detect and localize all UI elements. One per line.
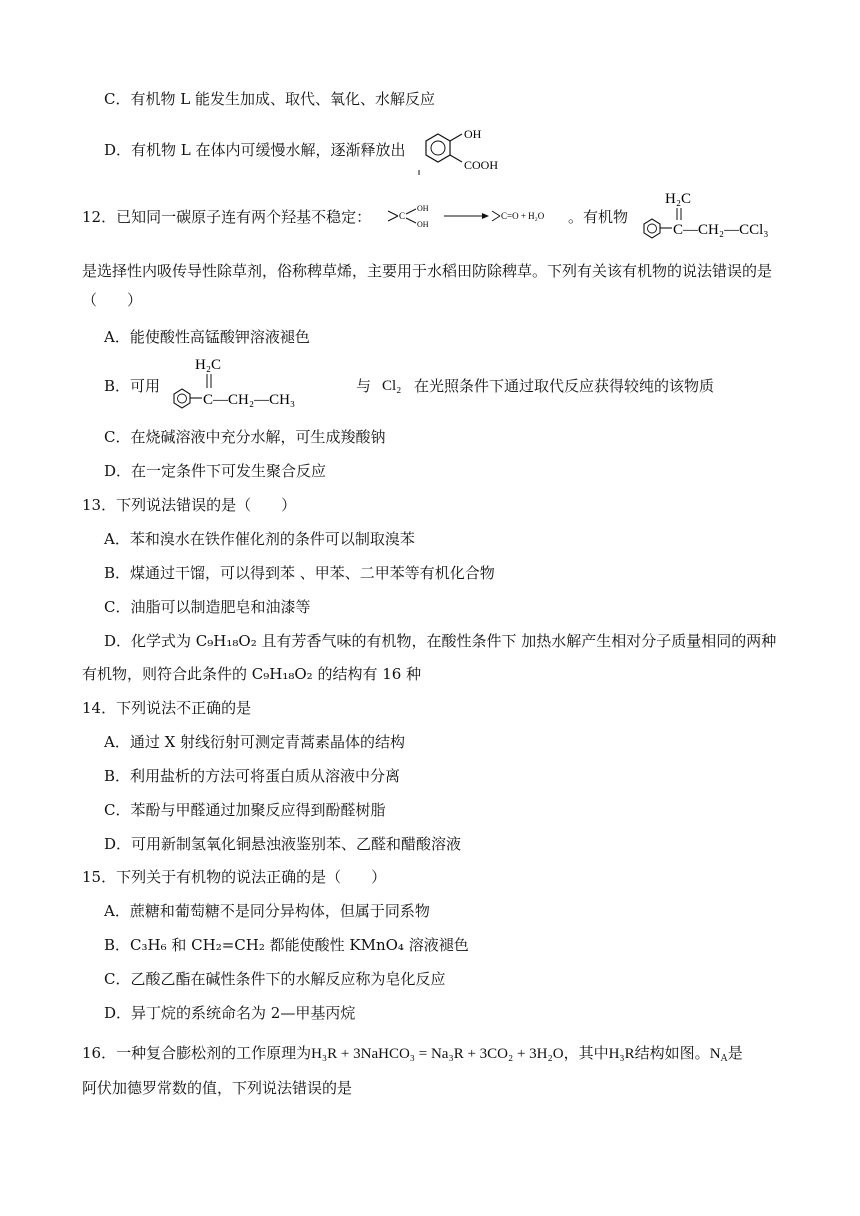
q16-avogadro-symbol: $N_A$: [709, 1046, 728, 1064]
oh-label: OH: [464, 127, 482, 141]
cooh-label: COOH: [464, 158, 499, 172]
q14-option-b[interactable]: B．利用盐析的方法可将蛋白质从溶液中分离: [104, 767, 401, 785]
q12-answer-paren: （ ）: [82, 291, 143, 309]
gem-diol-equation: [382, 198, 564, 234]
q14-option-c[interactable]: C．苯酚与甲醛通过加聚反应得到酚醛树脂: [104, 801, 386, 819]
q13-option-b[interactable]: B．煤通过干馏，可以得到苯 、甲苯、二甲苯等有机化合物: [104, 564, 495, 582]
q12-stem-part2: 。有机物: [568, 208, 629, 226]
q15-option-a[interactable]: A．蔗糖和葡萄糖不是同分异构体，但属于同系物: [104, 902, 430, 920]
q16-stem-part2: ，其中: [563, 1044, 609, 1062]
q15-option-d[interactable]: D．异丁烷的系统命名为 2—甲基丙烷: [104, 1004, 356, 1022]
q12-stem-part1: 12．已知同一碳原子连有两个羟基不稳定：: [82, 208, 372, 226]
q15-option-c[interactable]: C．乙酸乙酯在碱性条件下的水解反应称为皂化反应: [104, 970, 446, 988]
q16-equation: H₃R + 3NaHCO₃ = Na₃R + 3CO₂ + 3H₂O: [311, 1046, 564, 1062]
q14-option-d[interactable]: D．可用新制氢氧化铜悬浊液鉴别苯、乙醛和醋酸溶液: [104, 835, 462, 853]
q12-option-b-suffix: 在光照条件下通过取代反应获得较纯的该物质: [414, 377, 715, 395]
q15-stem: 15．下列关于有机物的说法正确的是（ ）: [82, 868, 387, 886]
chain-label-b: C—CH₂—CH₃: [203, 392, 296, 408]
q12-option-b-cl2: Cl₂: [382, 378, 402, 394]
q13-stem: 13．下列说法错误的是（ ）: [82, 496, 297, 514]
q16-h3r: H₃R: [608, 1046, 635, 1062]
q15-option-b[interactable]: B．C₃H₆ 和 CH₂=CH₂ 都能使酸性 KMnO₄ 溶液褪色: [104, 936, 469, 954]
q13-option-d-line2: 有机物，则符合此条件的 C₉H₁₈O₂ 的结构有 16 种: [82, 665, 422, 683]
product-label: C=O + H₂O: [501, 211, 545, 221]
svg-text:C: C: [399, 211, 406, 221]
q12-option-d[interactable]: D．在一定条件下可发生聚合反应: [104, 462, 327, 480]
q16-stem-part1: 16．一种复合膨松剂的工作原理为: [82, 1044, 312, 1062]
h2c-label-b: H₂C: [195, 357, 222, 373]
q12-option-b-prefix[interactable]: B．可用: [104, 377, 161, 395]
q16-stem-part4: 是: [727, 1044, 743, 1062]
q16-stem-line1: [82, 1043, 743, 1064]
q11-option-c[interactable]: C．有机物 L 能发生加成、取代、氧化、水解反应: [104, 90, 435, 108]
q13-option-c[interactable]: C．油脂可以制造肥皂和油漆等: [104, 598, 311, 616]
benzoxazole-molecule: [636, 186, 812, 242]
q13-option-a[interactable]: A．苯和溴水在铁作催化剂的条件可以制取溴苯: [104, 530, 415, 548]
q14-stem: 14．下列说法不正确的是: [82, 699, 252, 717]
q12-option-b-yu: 与: [356, 377, 372, 395]
q16-stem-part3: 结构如图。: [634, 1044, 710, 1062]
q12-stem-part3: 是选择性内吸传导性除草剂，俗称稗草烯，主要用于水稻田防除稗草。下列有关该有机物的说法错误的是: [82, 262, 773, 280]
salicylic-acid-structure: [418, 122, 518, 178]
ethylbenzene-molecule: [166, 352, 348, 414]
oh1-label: OH: [417, 204, 429, 213]
q14-option-a[interactable]: A．通过 X 射线衍射可测定青蒿素晶体的结构: [104, 733, 406, 751]
q11-option-d[interactable]: D．有机物 L 在体内可缓慢水解，逐渐释放出: [104, 141, 406, 159]
oh2-label: OH: [417, 220, 429, 229]
chain-label: C—CH₂—CCl₃: [673, 222, 769, 238]
q16-stem-line2: 阿伏加德罗常数的值，下列说法错误的是: [82, 1079, 353, 1097]
h2c-label: H₂C: [665, 191, 692, 207]
q12-option-c[interactable]: C．在烧碱溶液中充分水解，可生成羧酸钠: [104, 428, 386, 446]
q12-option-a[interactable]: A．能使酸性高锰酸钾溶液褪色: [104, 328, 310, 346]
q13-option-d-line1[interactable]: D．化学式为 C₉H₁₈O₂ 且有芳香气味的有机物，在酸性条件下 加热水解产生相对分子质量相同的两种: [104, 632, 777, 650]
